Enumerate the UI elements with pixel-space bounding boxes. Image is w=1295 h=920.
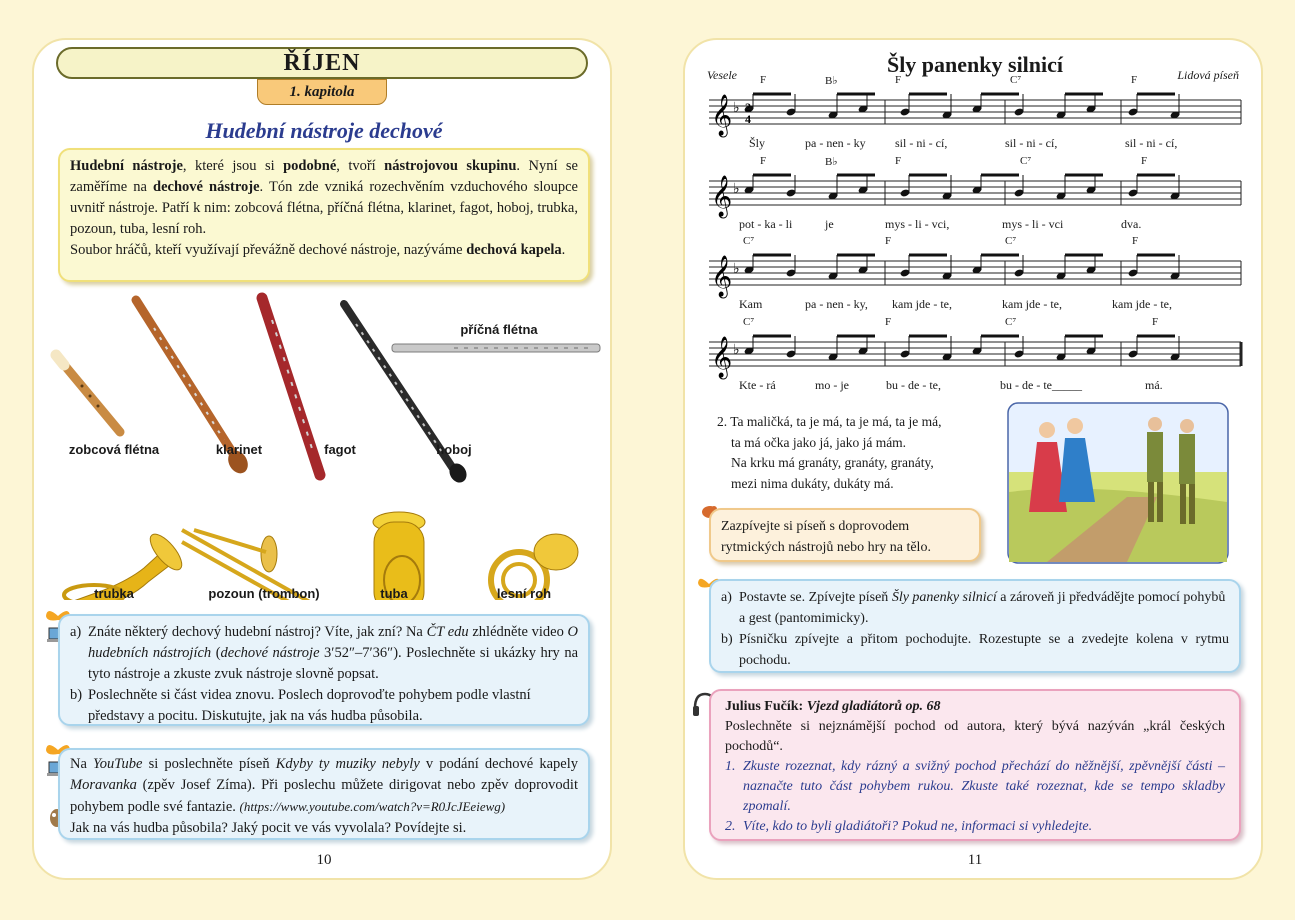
chord-symbol: F	[885, 235, 892, 247]
chord-symbol: F	[760, 155, 767, 167]
lyric-syllables: kam jde - te,	[1112, 297, 1172, 311]
staff-system	[709, 255, 1241, 298]
lyric-syllables: má.	[1145, 378, 1163, 392]
lyric-syllables: Šly	[749, 136, 766, 150]
task2-paragraph	[70, 754, 578, 818]
chord-symbol: C⁷	[1005, 316, 1017, 328]
staff-system	[709, 336, 1241, 379]
flat-key-signature-icon: ♭	[733, 101, 740, 116]
chord-symbol: F	[1131, 74, 1138, 86]
task3-item-a	[721, 587, 1229, 629]
chord-symbol: B♭	[825, 75, 838, 87]
question-text: Víte, kdo to byli gladiátoři? Pokud ne, informaci si vyhledejte.	[743, 819, 1093, 834]
instrument-label-tuba: tuba	[380, 586, 408, 601]
chord-symbol: C⁷	[1010, 74, 1022, 86]
question-text: Zkuste rozeznat, kdy rázný a svižný pochod přechází do něžnější, zpěvnější části – naznačte tuto část pohybem rukou. Zkuste také rozeznat, kde se tempo skladby zpomalí.	[743, 759, 1225, 814]
page-number-left: 10	[316, 852, 332, 868]
recorder-illustration	[56, 355, 120, 432]
lyric-syllables: mys - li - vci	[1002, 217, 1064, 231]
task-italic: Moravanka	[70, 777, 137, 793]
list-marker: 1.	[725, 759, 736, 774]
task3-a-text	[739, 587, 1229, 629]
instrument-label-bassoon: fagot	[324, 442, 356, 457]
instrument-label-flute: příčná flétna	[460, 322, 538, 337]
task-text: 3′52″–7′36″). Poslechněte si ukázky hry na tyto nástroje a zkuste zvuk nástroje slovně popsat.	[88, 645, 579, 682]
lyric-syllables: mys - li - vci,	[885, 217, 950, 231]
listening-question-2	[725, 817, 1225, 837]
term-bold: Hudební nástroje	[70, 158, 183, 174]
song-illustration	[1007, 402, 1229, 564]
task-italic: Šly panenky silnicí	[891, 590, 997, 605]
task3-item-b	[721, 629, 1229, 671]
intro-text: . Nyní se zaměříme na	[70, 158, 578, 195]
month-title	[56, 47, 588, 79]
instrument-label-clarinet: klarinet	[215, 442, 263, 457]
sing-box: Zazpívejte si píseň s doprovodem rytmických nástrojů nebo hry na tělo.	[709, 508, 981, 562]
month-label: ŘÍJEN	[283, 50, 361, 76]
verse-line: Na krku má granáty, granáty, granáty,	[731, 455, 934, 470]
task-text: Postavte se. Zpívejte píseň	[739, 590, 892, 605]
lyric-syllables: kam jde - te,	[892, 297, 952, 311]
task-text: Znáte některý dechový hudební nástroj? Víte, jak zní? Na	[88, 624, 427, 640]
task-text: zhlédněte video	[468, 624, 568, 640]
task1-b-text: Poslechněte si část videa znovu. Poslech doprovoďte pohybem podle vlastní představy a pocitu. Diskutujte, jak na vás hudba působila.	[88, 687, 531, 724]
task1-item-b	[70, 685, 578, 727]
task-text: (zpěv Josef Zíma). Při poslechu můžete dirigovat nebo zpěv doprovodit pohybem podle své fantazie.	[70, 777, 578, 815]
flat-key-signature-icon: ♭	[733, 262, 740, 277]
song-title: Šly panenky silnicí	[886, 52, 1064, 77]
treble-clef-icon: 𝄞	[711, 95, 733, 136]
lyric-syllables: mo - je	[815, 378, 849, 392]
list-marker: a)	[70, 624, 82, 640]
list-marker: b)	[70, 687, 83, 703]
task1-a-text	[88, 622, 578, 685]
lyric-syllables: Kte - rá	[739, 378, 776, 392]
task-italic: YouTube	[93, 756, 143, 772]
lyric-syllables: je	[825, 217, 834, 231]
page-heading: Hudební nástroje dechové	[205, 118, 443, 143]
intro-text: Soubor hráčů, kteří využívají převážně dechové nástroje, nazýváme	[70, 242, 467, 258]
lyric-syllables: sil - ni - cí,	[895, 136, 948, 150]
task-box-1	[58, 614, 590, 726]
instrument-label-trumpet: trubka	[94, 586, 134, 601]
chord-symbol: B♭	[825, 156, 838, 168]
listening-question-1	[725, 757, 1225, 817]
list-marker: b)	[721, 632, 733, 647]
intro-text: . Tón zde vzniká rozechvěním vzduchového sloupce uvnitř nástroje. Patří k nim: zobcová flétna, příčná flétna, klarinet, fagot, hoboj, trubka, pozoun, tuba, lesní roh.	[70, 179, 578, 237]
work-title: Vjezd gladiátorů op. 68	[806, 699, 941, 714]
lyric-syllables: dva.	[1121, 217, 1142, 231]
chord-symbol: F	[1141, 155, 1148, 167]
tempo-marking: Vesele	[707, 68, 737, 82]
lyric-syllables: pa - nen - ky,	[805, 297, 868, 311]
task-text: v podání dechové kapely	[419, 756, 578, 772]
flat-key-signature-icon: ♭	[733, 182, 740, 197]
chord-symbol: C⁷	[1020, 155, 1032, 167]
term-bold: podobné	[283, 158, 337, 174]
instrument-label-horn: lesní roh	[496, 586, 552, 601]
staff-system	[709, 94, 1241, 137]
chord-symbol: C⁷	[1005, 235, 1017, 247]
chord-symbol: F	[885, 316, 892, 328]
verse-2	[717, 412, 1007, 494]
task-text: (	[211, 645, 221, 661]
lyric-syllables: bu - de - te,	[886, 378, 941, 392]
term-bold: nástrojovou skupinu	[384, 158, 517, 174]
task-text: Na	[70, 756, 94, 772]
chord-symbol: C⁷	[743, 316, 755, 328]
lyric-syllables: pa - nen - ky	[805, 136, 866, 150]
task-box-2	[58, 748, 590, 840]
lyric-syllables: sil - ni - cí,	[1005, 136, 1058, 150]
flat-key-signature-icon: ♭	[733, 343, 740, 358]
task-box-3	[709, 579, 1241, 673]
time-signature-icon: 4	[745, 112, 751, 126]
intro-text: .	[561, 242, 566, 258]
song-origin: Lidová píseň	[1177, 68, 1239, 82]
task-italic: dechové nástroje	[220, 645, 320, 661]
lyric-syllables: kam jde - te,	[1002, 297, 1062, 311]
youtube-link[interactable]: (https://www.youtube.com/watch?v=R0JcJEeiewg)	[239, 799, 506, 814]
intro-text: , tvoří	[336, 158, 385, 174]
lyric-syllables: bu - de - te_____	[1000, 378, 1082, 392]
listening-title	[725, 697, 1225, 717]
term-bold: dechová kapela	[466, 242, 562, 258]
intro-box	[58, 148, 590, 282]
chord-symbol: F	[1152, 316, 1159, 328]
listening-intro: Poslechněte si nejznámější pochod od autora, který bývá nazýván „král českých pochodů“.	[725, 719, 1225, 754]
treble-clef-icon: 𝄞	[711, 176, 733, 217]
chapter-label: 1. kapitola	[289, 84, 355, 100]
lyric-syllables: sil - ni - cí,	[1125, 136, 1178, 150]
instrument-label-oboe: hoboj	[436, 442, 472, 457]
chord-symbol: F	[895, 74, 902, 86]
term-bold: dechové nástroje	[153, 179, 260, 195]
flute-illustration	[392, 344, 600, 352]
composer-name: Julius Fučík:	[725, 699, 804, 714]
instrument-label-recorder: zobcová flétna	[68, 442, 160, 457]
task3-b-text: Písničku zpívejte a přitom pochodujte. Rozestupte se a zvedejte kolena v rytmu pochodu.	[739, 632, 1229, 668]
task-italic: O hudebních nástrojích	[88, 624, 578, 661]
chord-symbol: C⁷	[743, 235, 755, 247]
lyric-syllables: pot - ka - li	[739, 217, 793, 231]
page-number-right: 11	[967, 852, 983, 868]
left-page	[32, 38, 612, 880]
intro-paragraph-2	[70, 240, 578, 261]
staff-system	[709, 175, 1241, 218]
task-italic: Kdyby ty muziky nebyly	[275, 756, 420, 772]
verse-line: mezi nima dukáty, dukáty má.	[731, 475, 894, 491]
task-italic: ČT edu	[426, 624, 469, 640]
treble-clef-icon: 𝄞	[711, 256, 733, 297]
chord-symbol: F	[895, 155, 902, 167]
right-page	[683, 38, 1263, 880]
time-signature-icon: 2	[745, 100, 751, 114]
chord-symbol: F	[760, 74, 767, 86]
task-text: si poslechněte píseň	[142, 756, 276, 772]
list-marker: 2.	[725, 819, 736, 834]
task1-item-a	[70, 622, 578, 685]
lyric-syllables: Kam	[739, 297, 763, 311]
chapter-tab	[257, 79, 387, 105]
chord-symbol: F	[1132, 235, 1139, 247]
verse-line: ta má očka jako já, jako já mám.	[731, 434, 907, 450]
instrument-label-trombone: pozoun (trombon)	[208, 586, 320, 601]
task-box-4	[709, 689, 1241, 841]
verse-line: 2. Ta maličká, ta je má, ta je má, ta je má,	[717, 414, 942, 429]
task2-question: Jak na vás hudba působila? Jaký pocit ve vás vyvolala? Povídejte si.	[70, 820, 467, 836]
list-marker: a)	[721, 590, 732, 605]
treble-clef-icon: 𝄞	[711, 337, 733, 378]
intro-paragraph-1	[70, 156, 578, 240]
intro-text: , které jsou si	[182, 158, 284, 174]
task-text: a zároveň ji předvádějte pomocí pohybů a gest (pantomimicky).	[739, 590, 1226, 626]
